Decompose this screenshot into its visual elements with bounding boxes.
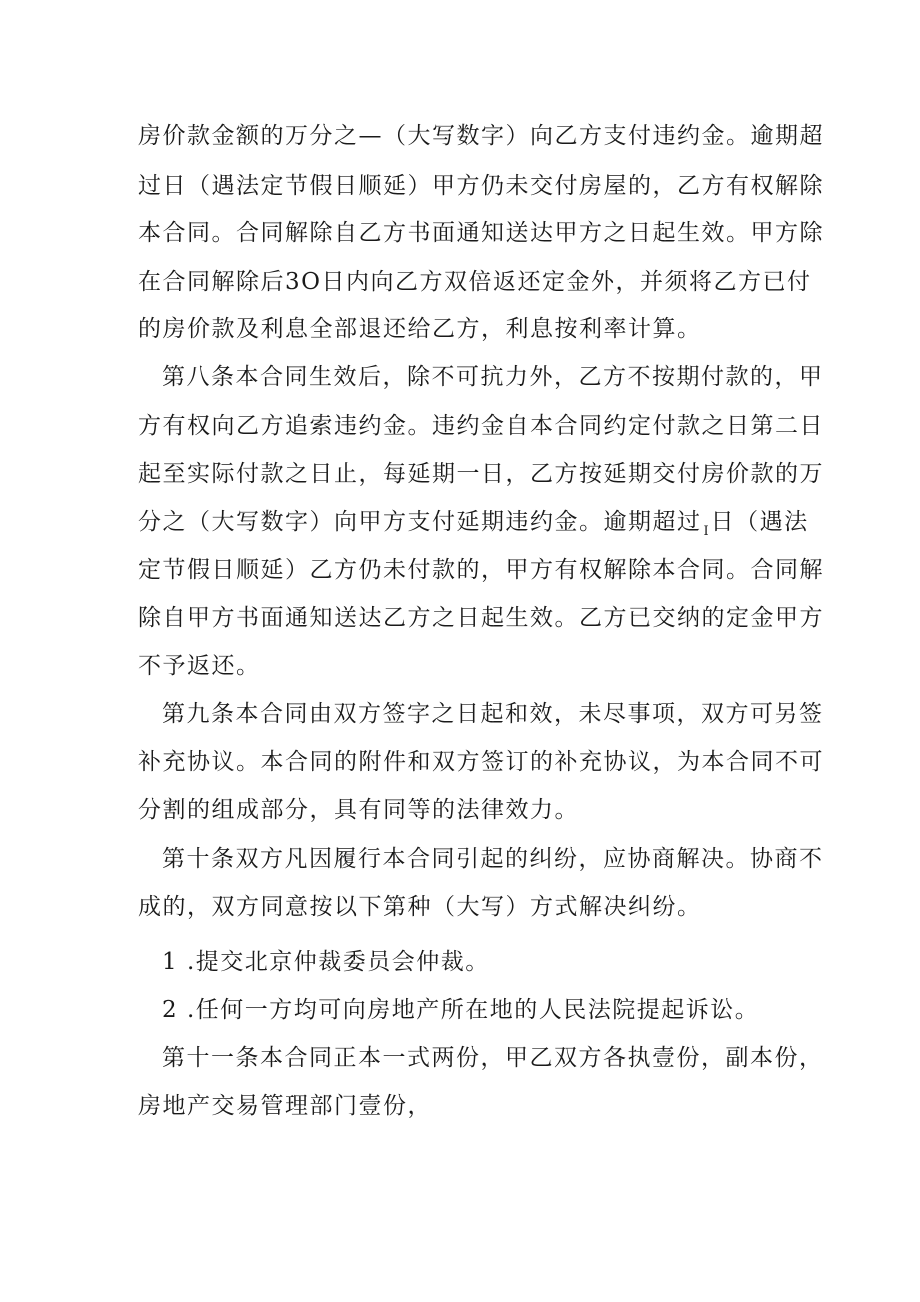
text-line: 房价款金额的万分之—（大写数字）向乙方支付违约金。逾期超	[138, 123, 824, 149]
list-item-2: 2 .任何一方均可向房地产所在地的人民法院提起诉讼。	[162, 997, 760, 1023]
text-line: 分割的组成部分，具有同等的法律效力。	[138, 797, 579, 823]
paragraph-article-11: 第十一条本合同正本一式两份，甲乙双方各执壹份，副本份，	[162, 1045, 824, 1071]
text-line: 过日（遇法定节假日顺延）甲方仍未交付房屋的，乙方有权解除	[138, 173, 824, 199]
list-item-1: 1 .提交北京仲裁委员会仲裁。	[162, 949, 490, 975]
text-line	[138, 508, 809, 539]
paragraph-article-10: 第十条双方凡因履行本合同引起的纠纷，应协商解决。协商不	[162, 846, 824, 872]
text-line: 起至实际付款之日止，每延期一日，乙方按延期交付房价款的万	[138, 461, 824, 487]
text-line: 补充协议。本合同的附件和双方签订的补充协议，为本合同不可	[138, 749, 824, 775]
blank-mark: I	[703, 524, 709, 539]
text-line: 方有权向乙方追索违约金。违约金自本合同约定付款之日第二日	[138, 413, 824, 439]
text-line: 在合同解除后3O日内向乙方双倍返还定金外，并须将乙方已付	[138, 269, 812, 295]
text-line: 房地产交易管理部门壹份，	[138, 1093, 432, 1119]
text-line: 除自甲方书面通知送达乙方之日起生效。乙方已交纳的定金甲方	[138, 605, 824, 631]
text-line: 的房价款及利息全部退还给乙方，利息按利率计算。	[138, 316, 702, 342]
text-line: 本合同。合同解除自乙方书面通知送达甲方之日起生效。甲方除	[138, 220, 824, 246]
paragraph-article-9: 第九条本合同由双方签字之日起和效，未尽事项，双方可另签	[162, 701, 824, 727]
text-line: 成的，双方同意按以下第种（大写）方式解决纠纷。	[138, 894, 702, 920]
paragraph-article-8: 第八条本合同生效后，除不可抗力外，乙方不按期付款的，甲	[162, 364, 824, 390]
text-line: 定节假日顺延）乙方仍未付款的，甲方有权解除本合同。合同解	[138, 557, 824, 583]
text-segment: 日（遇法	[710, 509, 809, 535]
text-segment: 分之（大写数字）向甲方支付延期违约金。逾期超过	[138, 509, 702, 535]
text-line: 不予返还。	[138, 653, 261, 679]
